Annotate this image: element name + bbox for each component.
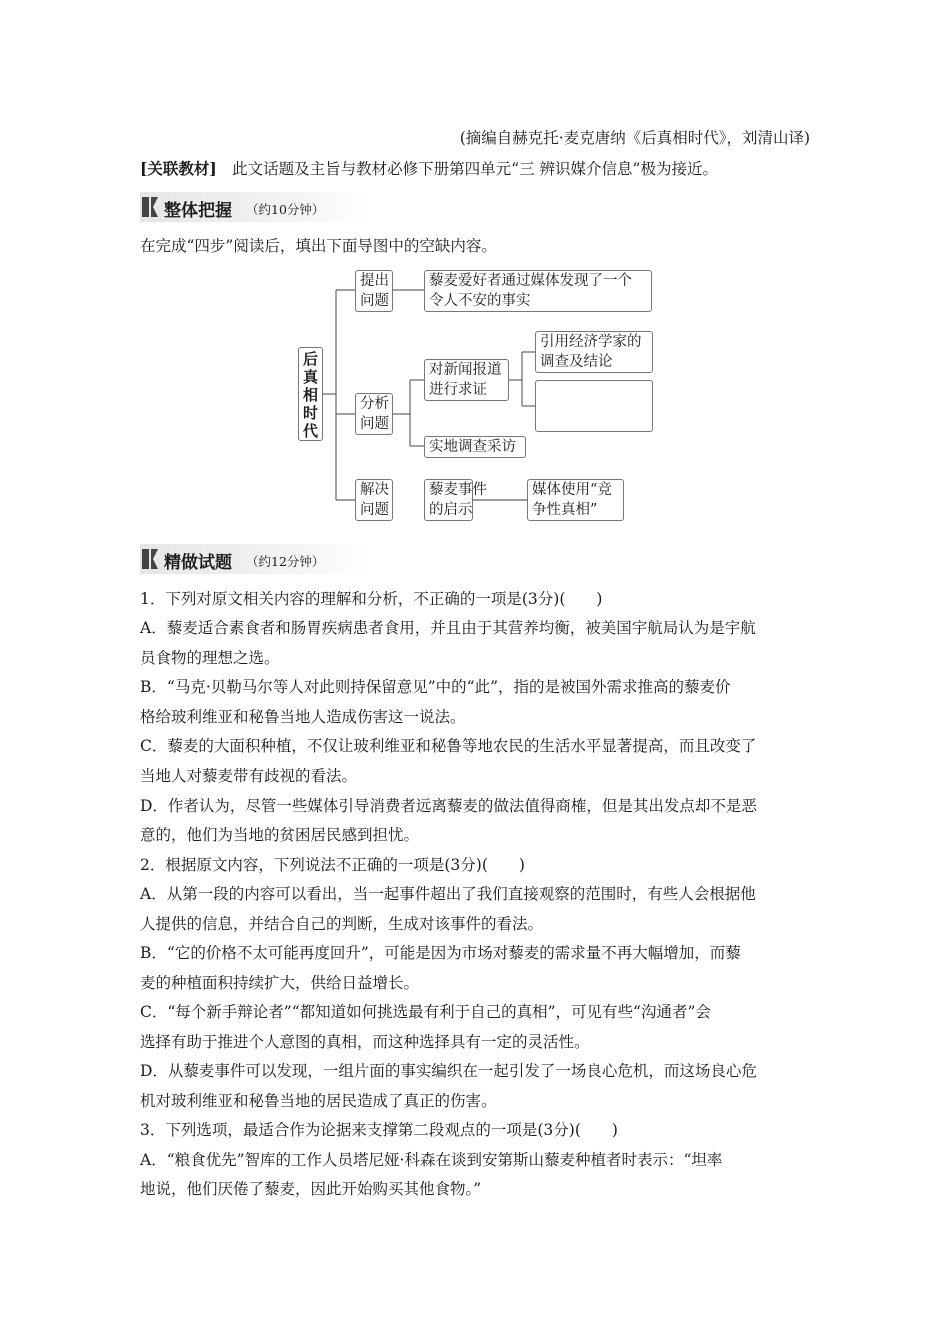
section-title: 精做试题	[164, 553, 232, 573]
question-line: 当地人对藜麦带有歧视的看法。	[140, 767, 358, 785]
node-field-interview	[424, 436, 526, 458]
question-line: 机对玻利维亚和秘鲁当地的居民造成了真正的伤害。	[140, 1092, 497, 1110]
instruction: 在完成“四步”阅读后，填出下面导图中的空缺内容。	[140, 237, 497, 255]
question-line: B．“它的价格不太可能再度回升”，可能是因为市场对藜麦的需求量不再大幅增加，而藜	[140, 944, 741, 962]
question-line: 选择有助于推进个人意图的真相，而这种选择具有一定的灵活性。	[140, 1033, 590, 1051]
question-line: 3．下列选项，最适合作为论据来支撑第二段观点的一项是(3分)( )	[140, 1121, 618, 1139]
node-line: 分析	[360, 396, 389, 412]
question-line: 员食物的理想之选。	[140, 649, 280, 667]
node-blank-answer[interactable]	[535, 380, 653, 432]
question-line: C．“每个新手辩论者”“都知道如何挑选最有利于自己的真相”，可见有些“沟通者”会	[140, 1003, 711, 1021]
question-line: A．“粮食优先”智库的工作人员塔尼娅·科森在谈到安第斯山藜麦种植者时表示：“坦率	[140, 1151, 723, 1169]
section-time: （约12分钟）	[246, 554, 325, 569]
root-label: 后真相时代	[302, 350, 318, 440]
question-line: C．藜麦的大面积种植，不仅让玻利维亚和秘鲁等地农民的生活水平显著提高，而且改变了	[140, 737, 757, 755]
node-line: 藜麦爱好者通过媒体发现了一个	[429, 273, 632, 289]
node-analyze-question	[355, 393, 393, 435]
section-marker-icon	[142, 549, 158, 569]
node-line: 问题	[360, 416, 389, 432]
mind-map-root	[298, 347, 323, 441]
node-verify-news	[424, 359, 509, 401]
node-competitive-truth	[527, 479, 624, 521]
related-label: [关联教材]	[140, 159, 217, 178]
section-header-practice	[140, 544, 370, 574]
node-line: 调查及结论	[540, 354, 613, 370]
node-line: 的启示	[429, 502, 473, 518]
question-line: 2．根据原文内容，下列说法不正确的一项是(3分)( )	[140, 856, 525, 874]
node-line: 问题	[360, 502, 389, 518]
question-line: 意的，他们为当地的贫困居民感到担忧。	[140, 826, 420, 844]
node-solve-question	[355, 479, 393, 521]
source-citation: (摘编自赫克托·麦克唐纳《后真相时代》，刘清山译)	[459, 129, 810, 147]
question-line: 地说，他们厌倦了藜麦，因此开始购买其他食物。”	[140, 1180, 482, 1198]
related-text: 此文话题及主旨与教材必修下册第四单元“三 辨识媒介信息”极为接近。	[216, 160, 718, 178]
node-line: 引用经济学家的	[540, 334, 642, 350]
question-line: 1．下列对原文相关内容的理解和分析，不正确的一项是(3分)( )	[140, 590, 603, 608]
question-line: D．从藜麦事件可以发现，一组片面的事实编织在一起引发了一场良心危机，而这场良心危	[140, 1062, 757, 1080]
node-line: 解决	[360, 482, 389, 498]
node-economist-quote	[535, 331, 653, 373]
question-line: A．从第一段的内容可以看出，当一起事件超出了我们直接观察的范围时，有些人会根据他	[140, 885, 756, 903]
node-raise-detail	[424, 270, 652, 312]
node-line: 媒体使用“竞	[532, 482, 612, 498]
section-time: （约10分钟）	[246, 202, 325, 217]
node-line: 进行求证	[429, 382, 487, 398]
question-line: B．“马克·贝勒马尔等人对此则持保留意见”中的“此”，指的是被国外需求推高的藜麦价	[140, 678, 731, 696]
node-raise-question	[355, 270, 393, 312]
node-line: 问题	[360, 293, 389, 309]
node-line: 实地调查采访	[429, 439, 516, 455]
question-line: D．作者认为，尽管一些媒体引导消费者远离藜麦的做法值得商榷，但是其出发点却不是恶	[140, 797, 757, 815]
node-line: 争性真相”	[532, 502, 598, 518]
node-line: 提出	[360, 273, 389, 289]
question-line: 麦的种植面积持续扩大，供给日益增长。	[140, 974, 420, 992]
question-line: 人提供的信息，并结合自己的判断，生成对该事件的看法。	[140, 915, 544, 933]
question-line: 格给玻利维亚和秘鲁当地人造成伤害这一说法。	[140, 708, 466, 726]
question-line: A．藜麦适合素食者和肠胃疾病患者食用，并且由于其营养均衡，被美国宇航局认为是宇航	[140, 619, 756, 637]
section-title: 整体把握	[164, 201, 232, 221]
node-line: 对新闻报道	[429, 362, 502, 378]
node-quinoa-lesson	[424, 479, 487, 521]
node-line: 藜麦事件	[429, 482, 487, 498]
node-line: 令人不安的事实	[429, 293, 531, 309]
